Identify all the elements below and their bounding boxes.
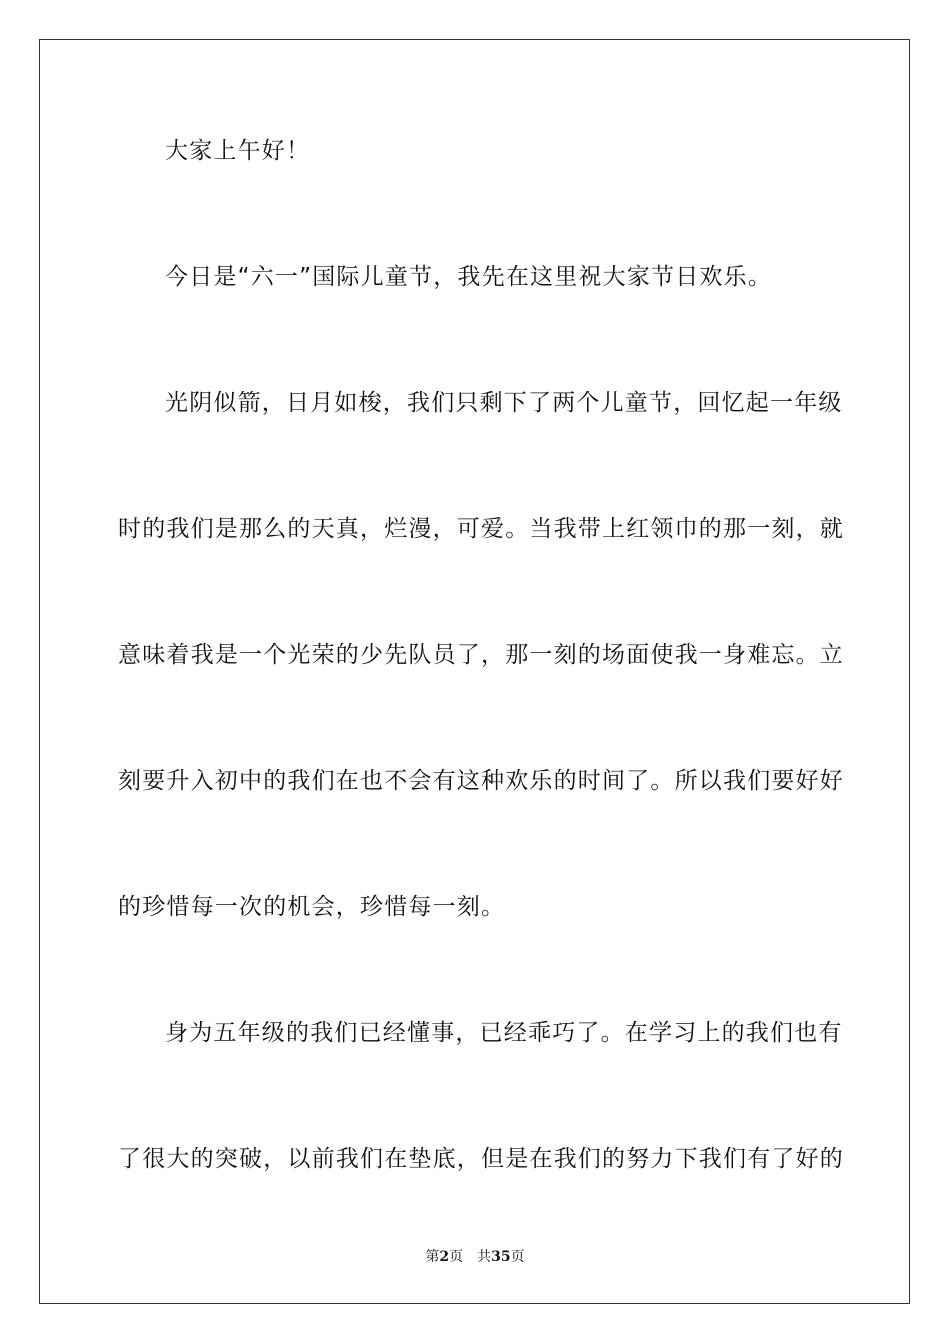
paragraph-line-8: 了很大的突破，以前我们在垫底，但是在我们的努力下我们有了好的 <box>118 1146 844 1172</box>
footer-page-suffix: 页 <box>449 1249 464 1265</box>
page-footer <box>0 1248 950 1266</box>
paragraph-line-5: 刻要升入初中的我们在也不会有这种欢乐的时间了。所以我们要好好 <box>118 768 844 794</box>
footer-total-prefix: 共 <box>477 1249 492 1265</box>
paragraph-line-3: 时的我们是那么的天真，烂漫，可爱。当我带上红领巾的那一刻，就 <box>118 516 844 542</box>
page-border <box>39 39 910 1304</box>
paragraph-line-7: 身为五年级的我们已经懂事，已经乖巧了。在学习上的我们也有 <box>165 1020 843 1046</box>
paragraph-line-2: 光阴似箭，日月如梭，我们只剩下了两个儿童节，回忆起一年级 <box>165 390 843 416</box>
greeting-line: 大家上午好！ <box>165 138 311 164</box>
footer-page-number: 2 <box>439 1249 450 1265</box>
footer-page-prefix: 第 <box>425 1249 440 1265</box>
footer-total-number: 35 <box>491 1249 511 1265</box>
paragraph-line-1: 今日是“六一”国际儿童节，我先在这里祝大家节日欢乐。 <box>165 264 773 290</box>
footer-total-suffix: 页 <box>510 1249 525 1265</box>
paragraph-line-4: 意味着我是一个光荣的少先队员了，那一刻的场面使我一身难忘。立 <box>118 642 844 668</box>
paragraph-line-6: 的珍惜每一次的机会，珍惜每一刻。 <box>118 894 506 920</box>
